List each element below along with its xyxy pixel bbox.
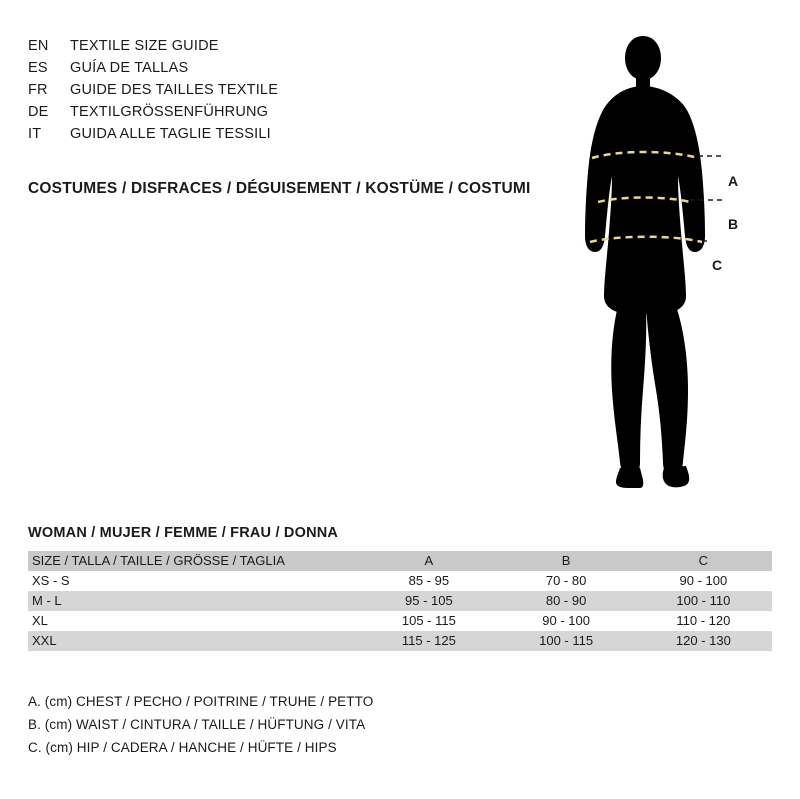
measurement-legend bbox=[28, 690, 588, 759]
cell-a: 95 - 105 bbox=[405, 593, 453, 608]
legend-item-c: C. (cm) HIP / CADERA / HANCHE / HÜFTE / HIPS bbox=[28, 740, 337, 755]
cell-a: 115 - 125 bbox=[401, 633, 456, 648]
language-row bbox=[28, 104, 448, 126]
size-table bbox=[28, 551, 772, 651]
cell-b: 80 - 90 bbox=[545, 593, 587, 608]
language-text: TEXTILGRÖSSENFÜHRUNG bbox=[70, 104, 269, 120]
cell-b: 100 - 115 bbox=[539, 633, 594, 648]
language-row bbox=[28, 60, 448, 82]
language-text: GUIDE DES TAILLES TEXTILE bbox=[70, 82, 279, 98]
cell-c: 120 - 130 bbox=[675, 633, 731, 648]
language-text: GUIDA ALLE TAGLIE TESSILI bbox=[70, 126, 271, 142]
language-code: IT bbox=[28, 126, 42, 142]
table-row bbox=[28, 571, 772, 591]
language-text: GUÍA DE TALLAS bbox=[70, 60, 189, 76]
measure-label-c: C bbox=[712, 257, 723, 273]
language-row bbox=[28, 38, 448, 60]
language-code: EN bbox=[28, 38, 49, 54]
table-title: WOMAN / MUJER / FEMME / FRAU / DONNA bbox=[28, 525, 339, 541]
legend-item-b: B. (cm) WAIST / CINTURA / TAILLE / HÜFTUNG / VITA bbox=[28, 717, 366, 732]
cell-c: 110 - 120 bbox=[676, 613, 731, 628]
table-row bbox=[28, 631, 772, 651]
cell-a: 85 - 95 bbox=[408, 573, 450, 588]
woman-silhouette-icon bbox=[540, 30, 780, 490]
measure-label-a: A bbox=[728, 173, 739, 189]
language-code: ES bbox=[28, 60, 48, 76]
header-size: SIZE / TALLA / TAILLE / GRÖSSE / TAGLIA bbox=[32, 553, 285, 568]
language-row bbox=[28, 126, 448, 148]
cell-a: 105 - 115 bbox=[401, 613, 456, 628]
cell-size: XS - S bbox=[32, 573, 70, 588]
header-b: B bbox=[561, 553, 571, 568]
header-c: C bbox=[698, 553, 709, 568]
language-list bbox=[28, 38, 448, 148]
figure-area bbox=[540, 30, 780, 490]
cell-c: 90 - 100 bbox=[679, 573, 728, 588]
cell-b: 70 - 80 bbox=[545, 573, 587, 588]
language-code: FR bbox=[28, 82, 48, 98]
table-row bbox=[28, 611, 772, 631]
language-row bbox=[28, 82, 448, 104]
header-a: A bbox=[424, 553, 434, 568]
measure-label-b: B bbox=[728, 216, 739, 232]
cell-size: XL bbox=[32, 613, 48, 628]
table-header-row bbox=[28, 551, 772, 571]
cell-c: 100 - 110 bbox=[676, 593, 731, 608]
cell-size: XXL bbox=[32, 633, 57, 648]
language-code: DE bbox=[28, 104, 49, 120]
cell-size: M - L bbox=[32, 593, 62, 608]
table-row bbox=[28, 591, 772, 611]
legend-item-a: A. (cm) CHEST / PECHO / POITRINE / TRUHE / PETTO bbox=[28, 694, 374, 709]
language-text: TEXTILE SIZE GUIDE bbox=[70, 38, 219, 54]
cell-b: 90 - 100 bbox=[542, 613, 590, 628]
costumes-heading: COSTUMES / DISFRACES / DÉGUISEMENT / KOSTÜME / COSTUMI bbox=[28, 180, 531, 197]
